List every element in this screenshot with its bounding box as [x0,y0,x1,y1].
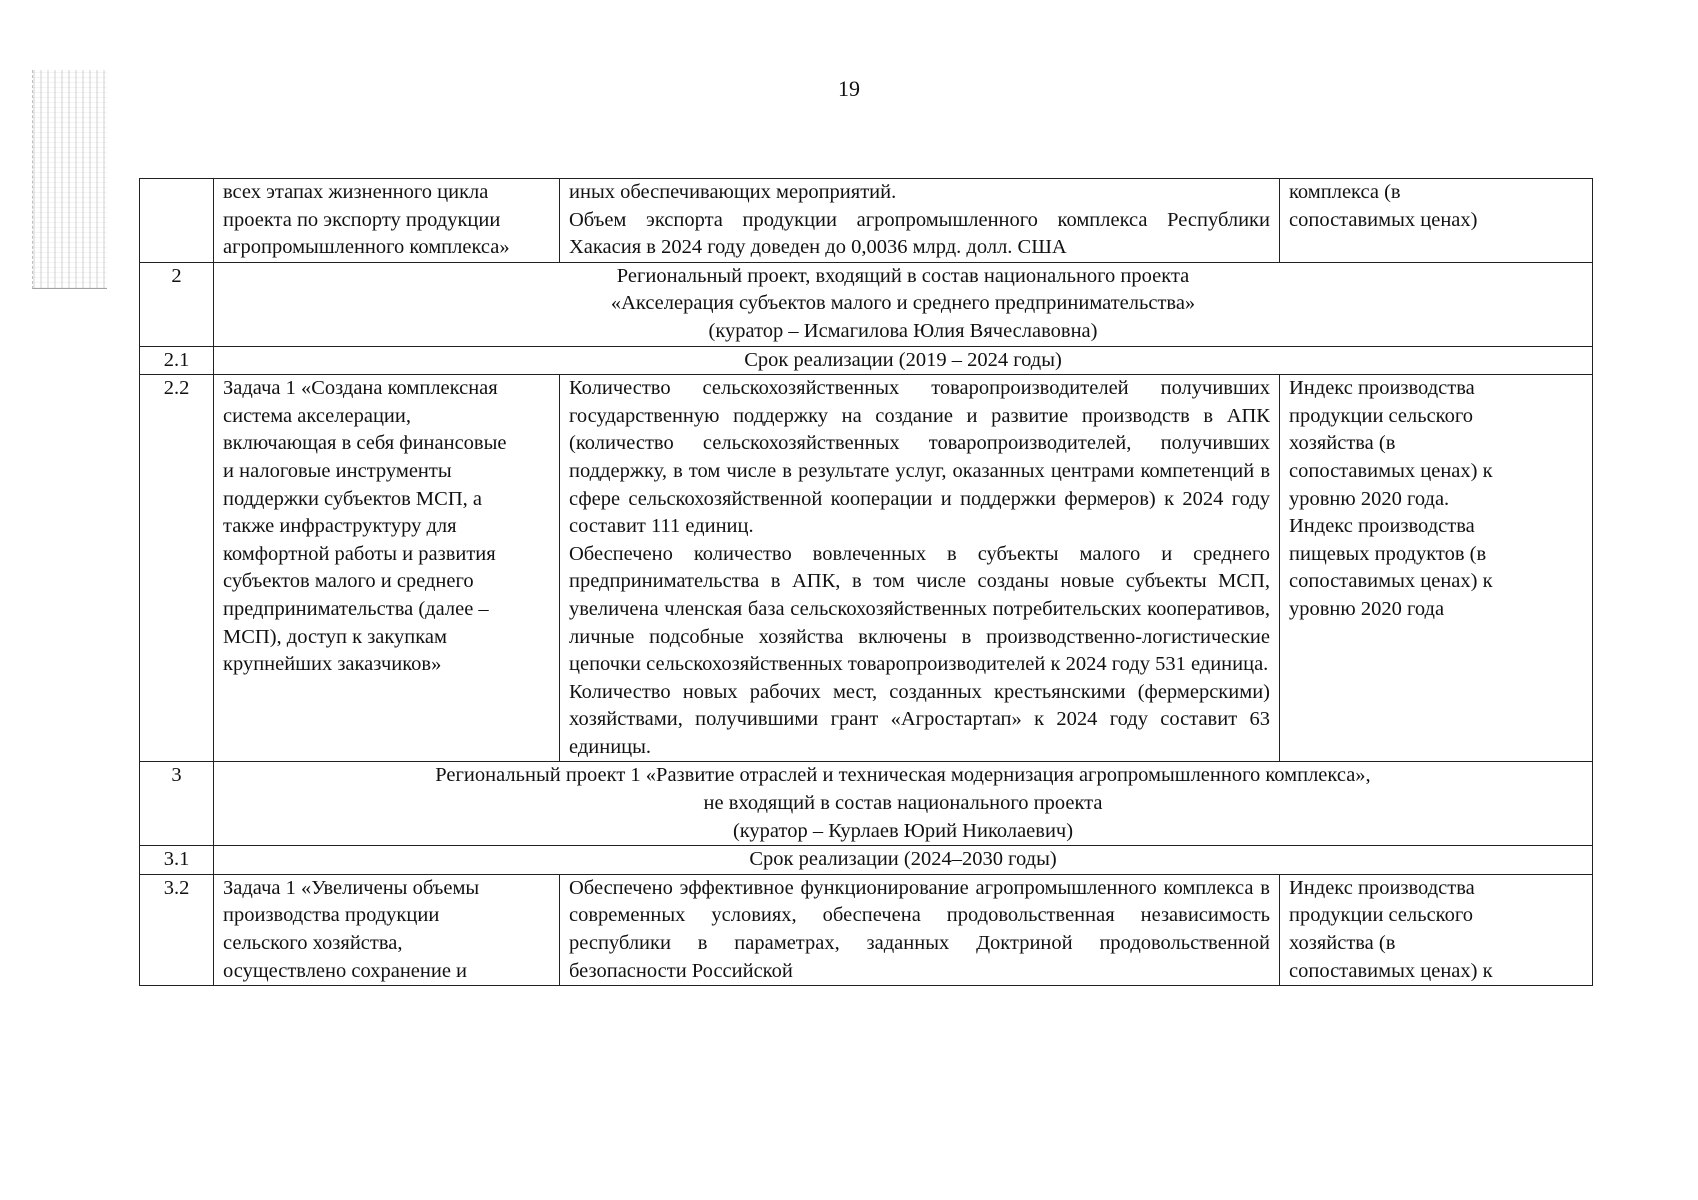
result-paragraph: Количество новых рабочих мест, созданных крестьянскими (фермерскими) хозяйствами, получившими грант «Агростартап» к 2024 году составит 63 единицы. [569,680,1270,758]
indicator-line: сопоставимых ценах) к [1289,570,1493,593]
task-line: поддержки субъектов МСП, а [223,487,482,510]
indicator-line: пищевых продуктов (в [1289,542,1487,565]
indicator-line: комплекса (в [1289,181,1401,203]
result-paragraph: иных обеспечивающих мероприятий. [569,181,897,203]
term-header-line: Срок реализации (2024–2030 годы) [749,848,1057,871]
results-cell [560,874,1280,985]
indicator-line: сопоставимых ценах) к [1289,459,1493,482]
task-line: всех этапах жизненного цикла [223,181,489,203]
indicator-line: Индекс производства [1289,515,1475,538]
task-line: предпринимательства (далее – [223,597,489,620]
term-header [214,346,1593,375]
table-row [140,179,1593,263]
task-line: Задача 1 «Создана комплексная [223,377,498,400]
result-paragraph: Объем экспорта продукции агропромышленного комплекса Республики Хакасия в 2024 году доведен до 0,0036 млрд. долл. США [569,208,1270,259]
results-cell [560,375,1280,762]
indicator-line: Индекс производства [1289,876,1475,899]
table-row [140,375,1593,762]
task-line: агропромышленного комплекса» [223,236,510,259]
task-cell [214,874,560,985]
row-number: 3 [140,762,214,846]
table-row [140,846,1593,875]
task-line: сельского хозяйства, [223,932,403,955]
indicator-line: сопоставимых ценах) [1289,208,1478,231]
section-header [214,262,1593,346]
task-line: также инфраструктуру для [223,515,457,538]
section-header-line: (куратор – Исмагилова Юлия Вячеславовна) [708,319,1098,342]
table-row [140,262,1593,346]
page-number: 19 [838,76,860,101]
indicator-line: хозяйства (в [1289,932,1396,955]
task-cell [214,179,560,263]
section-header-line: Региональный проект, входящий в состав национального проекта [616,264,1190,287]
indicator-line: Индекс производства [1289,377,1475,400]
row-number: 2.1 [140,346,214,375]
row-number: 3.1 [140,846,214,875]
section-header-line: Региональный проект 1 «Развитие отраслей и техническая модернизация агропромышленного комплекса», [435,764,1371,787]
indicator-cell [1280,179,1593,263]
result-paragraph: Обеспечено эффективное функционирование агропромышленного комплекса в современных условиях, обеспечена продовольственная независимость республики в параметрах, заданных Доктриной продовольственной безопасности Российской [569,876,1270,982]
table-row [140,874,1593,985]
row-number: 3.2 [140,874,214,985]
task-line: и налоговые инструменты [223,459,452,482]
section-header-line: (куратор – Курлаев Юрий Николаевич) [732,819,1074,842]
indicator-line: уровню 2020 года [1289,597,1445,620]
task-cell [214,375,560,762]
task-line: производства продукции [223,904,440,927]
indicator-line: хозяйства (в [1289,432,1396,455]
task-line: комфортной работы и развития [223,542,496,565]
row-number: 2 [140,262,214,346]
row-number [140,179,214,263]
table-row [140,346,1593,375]
task-line: крупнейших заказчиков» [223,653,442,676]
indicator-line: уровню 2020 года. [1289,487,1450,510]
task-line: субъектов малого и среднего [223,570,474,593]
indicator-cell [1280,375,1593,762]
program-table [139,178,1593,986]
result-paragraph: Обеспечено количество вовлеченных в субъекты малого и среднего предпринимательства в АПК, в том числе созданы новые субъекты МСП, увеличена членская база сельскохозяйственных потребительских кооперативов, личные подсобные хозяйства включены в производственно-логистические цепочки сельскохозяйственных товаропроизводителей к 2024 году 531 единица. [569,542,1270,676]
results-cell [560,179,1280,263]
table-row [140,762,1593,846]
indicator-line: сопоставимых ценах) к [1289,959,1493,982]
task-line: МСП), доступ к закупкам [223,625,447,648]
result-paragraph: Количество сельскохозяйственных товаропроизводителей получивших государственную поддержку на создание и развитие производств в АПК (количество сельскохозяйственных товаропроизводителей, получивших поддержку, в том числе в результате услуг, оказанных центрами компетенций в сфере сельскохозяйственной кооперации и поддержки фермеров) к 2024 году составит 111 единиц. [569,377,1270,538]
indicator-line: продукции сельского [1289,904,1473,927]
indicator-cell [1280,874,1593,985]
term-header-line: Срок реализации (2019 – 2024 годы) [744,348,1062,371]
task-line: система акселерации, [223,404,411,427]
term-header [214,846,1593,875]
indicator-line: продукции сельского [1289,404,1473,427]
task-line: осуществлено сохранение и [223,959,468,982]
section-header-line: «Акселерация субъектов малого и среднего предпринимательства» [610,292,1196,315]
section-header-line: не входящий в состав национального проекта [703,792,1103,815]
task-line: включающая в себя финансовые [223,432,507,455]
task-line: проекта по экспорту продукции [223,208,501,231]
row-number: 2.2 [140,375,214,762]
section-header [214,762,1593,846]
task-line: Задача 1 «Увеличены объемы [223,876,480,899]
document-stamp-image [32,70,107,289]
